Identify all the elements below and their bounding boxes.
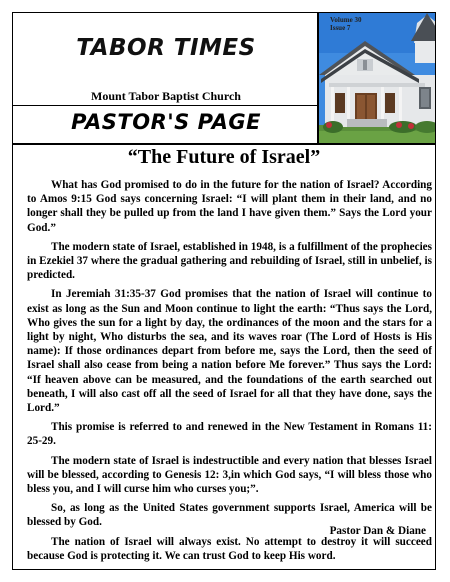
article-body [27,178,432,568]
article-paragraph: This promise is referred to and renewed in the New Testament in Romans 11: 25-29. [27,421,432,448]
article-paragraph: The nation of Israel will always exist. No attempt to destroy it will succeed because God is protecting it. We can trust God to keep His word. [27,535,432,562]
section-banner [12,106,318,144]
issue-number: Issue 7 [330,24,351,32]
article-paragraph: What has God promised to do in the future for the nation of Israel? According to Amos 9:15 God says concerning Israel: “I will plant them in their land, and no longer shall they be pulled up from the land I have given them.” Says the Lord your God.” [27,179,432,234]
section-title: PASTOR'S PAGE [71,110,261,134]
header-divider [12,144,436,145]
article-title: “The Future of Israel” [127,146,321,168]
article-paragraph: The modern state of Israel is indestructible and every nation that blesses Israel will be blessed, according to Genesis 12: 3,in which God says, “I will bless those who bless you, and I will curse him who curses you;”. [27,454,432,496]
masthead [12,12,318,106]
signature: Pastor Dan & Diane [329,525,426,537]
volume-issue [330,16,361,32]
article-paragraph: So, as long as the United States government supports Israel, America will be blessed by God. [27,502,432,529]
article-paragraph: In Jeremiah 31:35-37 God promises that the nation of Israel will continue to exist as long as the Sun and Moon continue to light the earth: “Thus says the Lord, Who gives the sun for a light by day, the ordinances of the moon and the stars for a light by night, Who disturbs the sea, and its waves roar (The Lord of Hosts is His name): If those ordinances depart from before me, says the Lord, then the seed of Israel shall also cease from being a nation before Me forever.” Thus says the Lord: “If heaven above can be measured, and the foundations of the earth searched out beneath, I will also cast off all the seed of Israel for all that they have done, says the Lord.” [27,288,432,415]
volume-number: Volume 30 [330,16,362,24]
church-name: Mount Tabor Baptist Church [91,89,241,103]
newsletter-title: TABOR TIMES [76,35,256,61]
article-paragraph: The modern state of Israel, established in 1948, is a fulfillment of the prophecies in Ezekiel 37 where the gradual gathering and rebuilding of Israel, still in unbelief, is predicted. [27,240,432,282]
